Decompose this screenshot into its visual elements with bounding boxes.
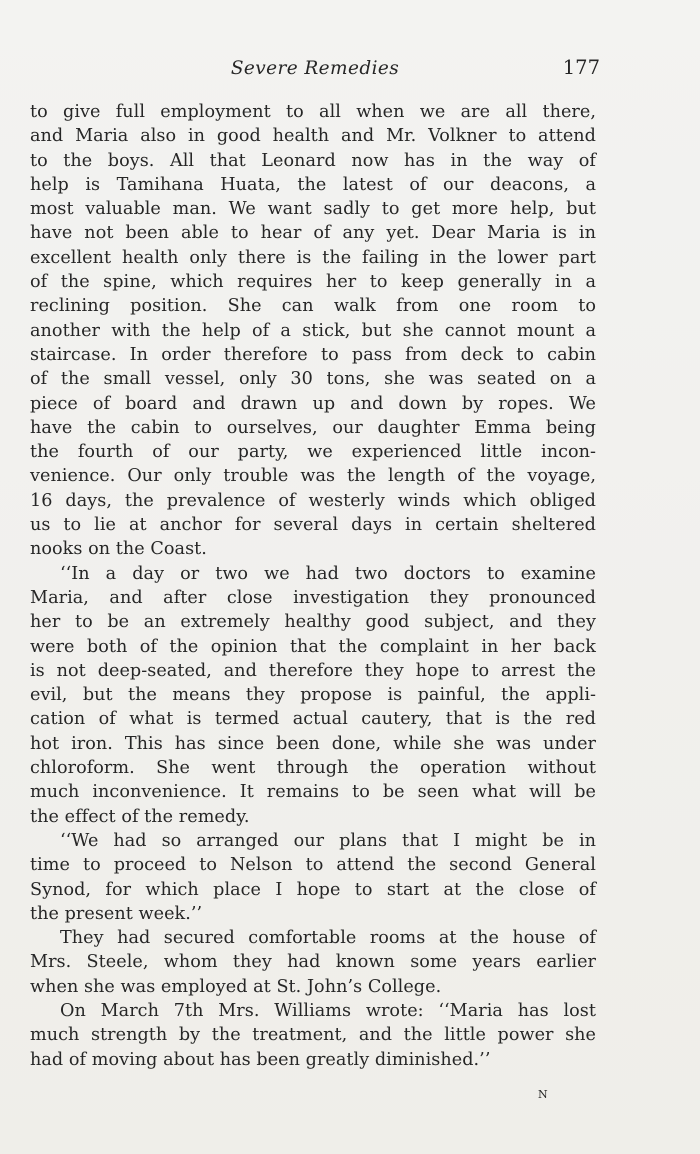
text-line: venience. Our only trouble was the length of the voyage,	[30, 466, 596, 487]
text-line: nooks on the Coast.	[30, 539, 207, 560]
text-line: have not been able to hear of any yet. Dear Maria is in	[30, 223, 596, 244]
text-line: Maria, and after close investigation they pronounced	[30, 587, 596, 608]
text-line: They had secured comfortable rooms at the house of	[60, 928, 596, 949]
running-head	[30, 58, 600, 88]
text-line: most valuable man. We want sadly to get more help, but	[30, 199, 596, 220]
text-line: us to lie at anchor for several days in certain sheltered	[30, 515, 596, 536]
text-line: On March 7th Mrs. Williams wrote: ‘‘Maria has lost	[60, 1000, 596, 1021]
text-line: help is Tamihana Huata, the latest of our deacons, a	[30, 174, 596, 195]
text-line: reclining position. She can walk from one room to	[30, 296, 596, 317]
text-line: were both of the opinion that the complaint in her back	[30, 636, 596, 657]
text-line: had of moving about has been greatly diminished.’’	[30, 1049, 491, 1070]
text-line: 16 days, the prevalence of westerly winds which obliged	[30, 490, 596, 511]
text-line: cation of what is termed actual cautery, that is the red	[30, 709, 596, 730]
text-line: the fourth of our party, we experienced little incon-	[30, 442, 596, 463]
text-line: evil, but the means they propose is painful, the appli-	[30, 685, 596, 706]
text-line: time to proceed to Nelson to attend the second General	[30, 855, 596, 876]
text-line: much inconvenience. It remains to be seen what will be	[30, 782, 596, 803]
text-line: the effect of the remedy.	[30, 806, 250, 827]
text-line: and Maria also in good health and Mr. Volkner to attend	[30, 126, 596, 147]
body-text	[30, 100, 596, 1072]
text-line: of the small vessel, only 30 tons, she was seated on a	[30, 369, 596, 390]
text-line: piece of board and drawn up and down by ropes. We	[30, 393, 596, 414]
text-line: chloroform. She went through the operation without	[30, 758, 596, 779]
text-line: staircase. In order therefore to pass from deck to cabin	[30, 344, 596, 365]
text-line: when she was employed at St. John’s College.	[30, 976, 442, 997]
page-number: 177	[562, 56, 600, 79]
text-line: her to be an extremely healthy good subject, and they	[30, 612, 596, 633]
text-line: much strength by the treatment, and the little power she	[30, 1025, 596, 1046]
text-line: excellent health only there is the failing in the lower part	[30, 247, 596, 268]
text-line: Synod, for which place I hope to start at the close of	[30, 879, 596, 900]
text-line: of the spine, which requires her to keep generally in a	[30, 272, 596, 293]
text-line: ‘‘We had so arranged our plans that I might be in	[60, 830, 596, 851]
text-line: to the boys. All that Leonard now has in the way of	[30, 150, 596, 171]
text-line: ‘‘In a day or two we had two doctors to examine	[60, 563, 596, 584]
text-line: hot iron. This has since been done, while she was under	[30, 733, 596, 754]
text-line: have the cabin to ourselves, our daughter Emma being	[30, 417, 596, 438]
text-line: is not deep-seated, and therefore they hope to arrest the	[30, 660, 596, 681]
signature-mark: N	[538, 1088, 549, 1101]
text-line: Mrs. Steele, whom they had known some years earlier	[30, 952, 596, 973]
running-title: Severe Remedies	[230, 58, 400, 79]
text-line: another with the help of a stick, but she cannot mount a	[30, 320, 596, 341]
text-line: the present week.’’	[30, 903, 203, 924]
text-line: to give full employment to all when we are all there,	[30, 102, 596, 122]
